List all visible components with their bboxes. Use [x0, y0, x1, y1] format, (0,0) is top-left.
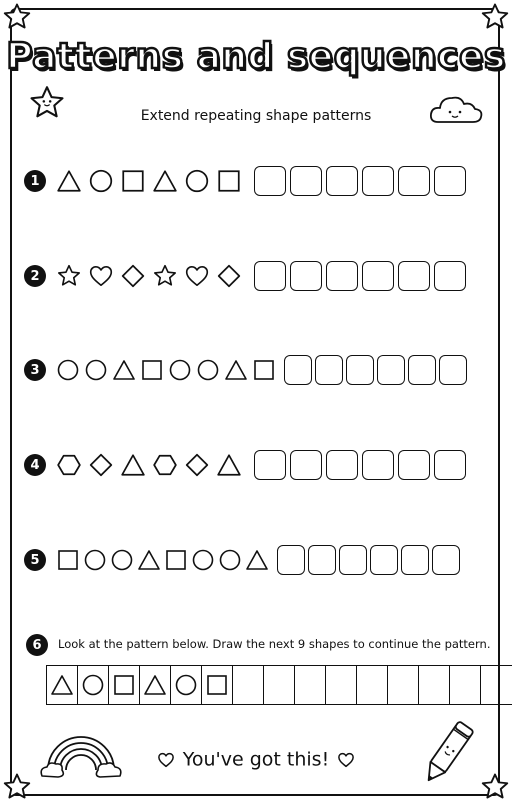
- pattern-row-1: [24, 164, 466, 198]
- answer-box[interactable]: [290, 166, 322, 196]
- blank-cell[interactable]: [419, 666, 450, 704]
- answer-box[interactable]: [326, 166, 358, 196]
- hexagon-icon: [152, 452, 178, 478]
- answer-box[interactable]: [401, 545, 429, 575]
- blank-cell[interactable]: [481, 666, 512, 704]
- answer-box[interactable]: [315, 355, 343, 385]
- pattern-shapes: [56, 452, 242, 478]
- answer-box[interactable]: [326, 450, 358, 480]
- pattern-row-3: [24, 353, 467, 387]
- answer-boxes: [277, 545, 460, 575]
- answer-box[interactable]: [254, 166, 286, 196]
- pattern-shapes: [56, 358, 276, 382]
- diamond-icon: [184, 452, 210, 478]
- answer-box[interactable]: [339, 545, 367, 575]
- question-number: 2: [24, 265, 46, 287]
- triangle-icon: [120, 452, 146, 478]
- heart-icon: [88, 263, 114, 289]
- blank-cell[interactable]: [450, 666, 481, 704]
- square-icon: [164, 548, 188, 572]
- circle-icon: [218, 548, 242, 572]
- circle-icon: [168, 358, 192, 382]
- square-icon: [216, 168, 242, 194]
- answer-box[interactable]: [408, 355, 436, 385]
- pattern-shapes: [56, 168, 242, 194]
- answer-box[interactable]: [434, 166, 466, 196]
- circle-icon: [84, 358, 108, 382]
- corner-star-icon: [480, 2, 510, 32]
- circle-icon: [191, 548, 215, 572]
- square-icon: [112, 673, 136, 697]
- blank-cell[interactable]: [264, 666, 295, 704]
- question-number: 6: [26, 634, 48, 656]
- answer-box[interactable]: [377, 355, 405, 385]
- triangle-icon: [216, 452, 242, 478]
- answer-box[interactable]: [362, 166, 394, 196]
- pattern-shapes: [56, 548, 269, 572]
- answer-box[interactable]: [362, 261, 394, 291]
- grid-cell: [202, 666, 233, 704]
- answer-box[interactable]: [326, 261, 358, 291]
- answer-box[interactable]: [254, 261, 286, 291]
- square-icon: [252, 358, 276, 382]
- square-icon: [120, 168, 146, 194]
- answer-boxes: [254, 261, 466, 291]
- triangle-icon: [137, 548, 161, 572]
- page-subtitle: Extend repeating shape patterns: [140, 108, 372, 124]
- answer-box[interactable]: [290, 450, 322, 480]
- corner-star-icon: [2, 2, 32, 32]
- triangle-icon: [224, 358, 248, 382]
- corner-star-icon: [2, 772, 32, 802]
- grid-cell: [171, 666, 202, 704]
- question-number: 5: [24, 549, 46, 571]
- square-icon: [56, 548, 80, 572]
- blank-cell[interactable]: [326, 666, 357, 704]
- triangle-icon: [143, 673, 167, 697]
- hexagon-icon: [56, 452, 82, 478]
- pencil-icon: [416, 718, 478, 790]
- heart-icon: [157, 751, 175, 769]
- circle-icon: [88, 168, 114, 194]
- page-title: Patterns and sequences: [6, 36, 506, 77]
- triangle-icon: [56, 168, 82, 194]
- circle-icon: [83, 548, 107, 572]
- answer-boxes: [254, 450, 466, 480]
- answer-box[interactable]: [290, 261, 322, 291]
- triangle-icon: [245, 548, 269, 572]
- answer-box[interactable]: [277, 545, 305, 575]
- grid-cell: [78, 666, 109, 704]
- diamond-icon: [216, 263, 242, 289]
- answer-box[interactable]: [398, 450, 430, 480]
- pattern-grid: [46, 665, 512, 705]
- circle-icon: [81, 673, 105, 697]
- square-icon: [205, 673, 229, 697]
- circle-icon: [174, 673, 198, 697]
- corner-star-icon: [480, 772, 510, 802]
- answer-box[interactable]: [362, 450, 394, 480]
- smiling-star-icon: [28, 84, 66, 122]
- star-icon: [56, 263, 82, 289]
- answer-boxes: [284, 355, 467, 385]
- grid-cell: [109, 666, 140, 704]
- question-number: 4: [24, 454, 46, 476]
- circle-icon: [196, 358, 220, 382]
- pattern-shapes: [56, 263, 242, 289]
- pattern-row-4: [24, 448, 466, 482]
- answer-box[interactable]: [308, 545, 336, 575]
- question-number: 1: [24, 170, 46, 192]
- circle-icon: [56, 358, 80, 382]
- star-icon: [152, 263, 178, 289]
- blank-cell[interactable]: [388, 666, 419, 704]
- triangle-icon: [152, 168, 178, 194]
- answer-box[interactable]: [284, 355, 312, 385]
- question-number: 3: [24, 359, 46, 381]
- answer-box[interactable]: [346, 355, 374, 385]
- smiling-cloud-icon: [428, 90, 484, 126]
- pattern-row-5: [24, 543, 460, 577]
- square-icon: [140, 358, 164, 382]
- blank-cell[interactable]: [357, 666, 388, 704]
- heart-icon: [184, 263, 210, 289]
- blank-cell[interactable]: [233, 666, 264, 704]
- answer-box[interactable]: [434, 261, 466, 291]
- blank-cell[interactable]: [295, 666, 326, 704]
- diamond-icon: [120, 263, 146, 289]
- triangle-icon: [50, 673, 74, 697]
- answer-box[interactable]: [432, 545, 460, 575]
- heart-icon: [337, 751, 355, 769]
- circle-icon: [110, 548, 134, 572]
- footer-text: You've got this!: [182, 748, 330, 771]
- answer-box[interactable]: [439, 355, 467, 385]
- answer-box[interactable]: [254, 450, 286, 480]
- answer-box[interactable]: [398, 166, 430, 196]
- answer-box[interactable]: [398, 261, 430, 291]
- answer-box[interactable]: [434, 450, 466, 480]
- grid-cell: [47, 666, 78, 704]
- question-6-instruction: Look at the pattern below. Draw the next 9 shapes to continue the pattern.: [58, 637, 491, 651]
- circle-icon: [184, 168, 210, 194]
- grid-cell: [140, 666, 171, 704]
- answer-boxes: [254, 166, 466, 196]
- diamond-icon: [88, 452, 114, 478]
- triangle-icon: [112, 358, 136, 382]
- answer-box[interactable]: [370, 545, 398, 575]
- pattern-row-2: [24, 259, 466, 293]
